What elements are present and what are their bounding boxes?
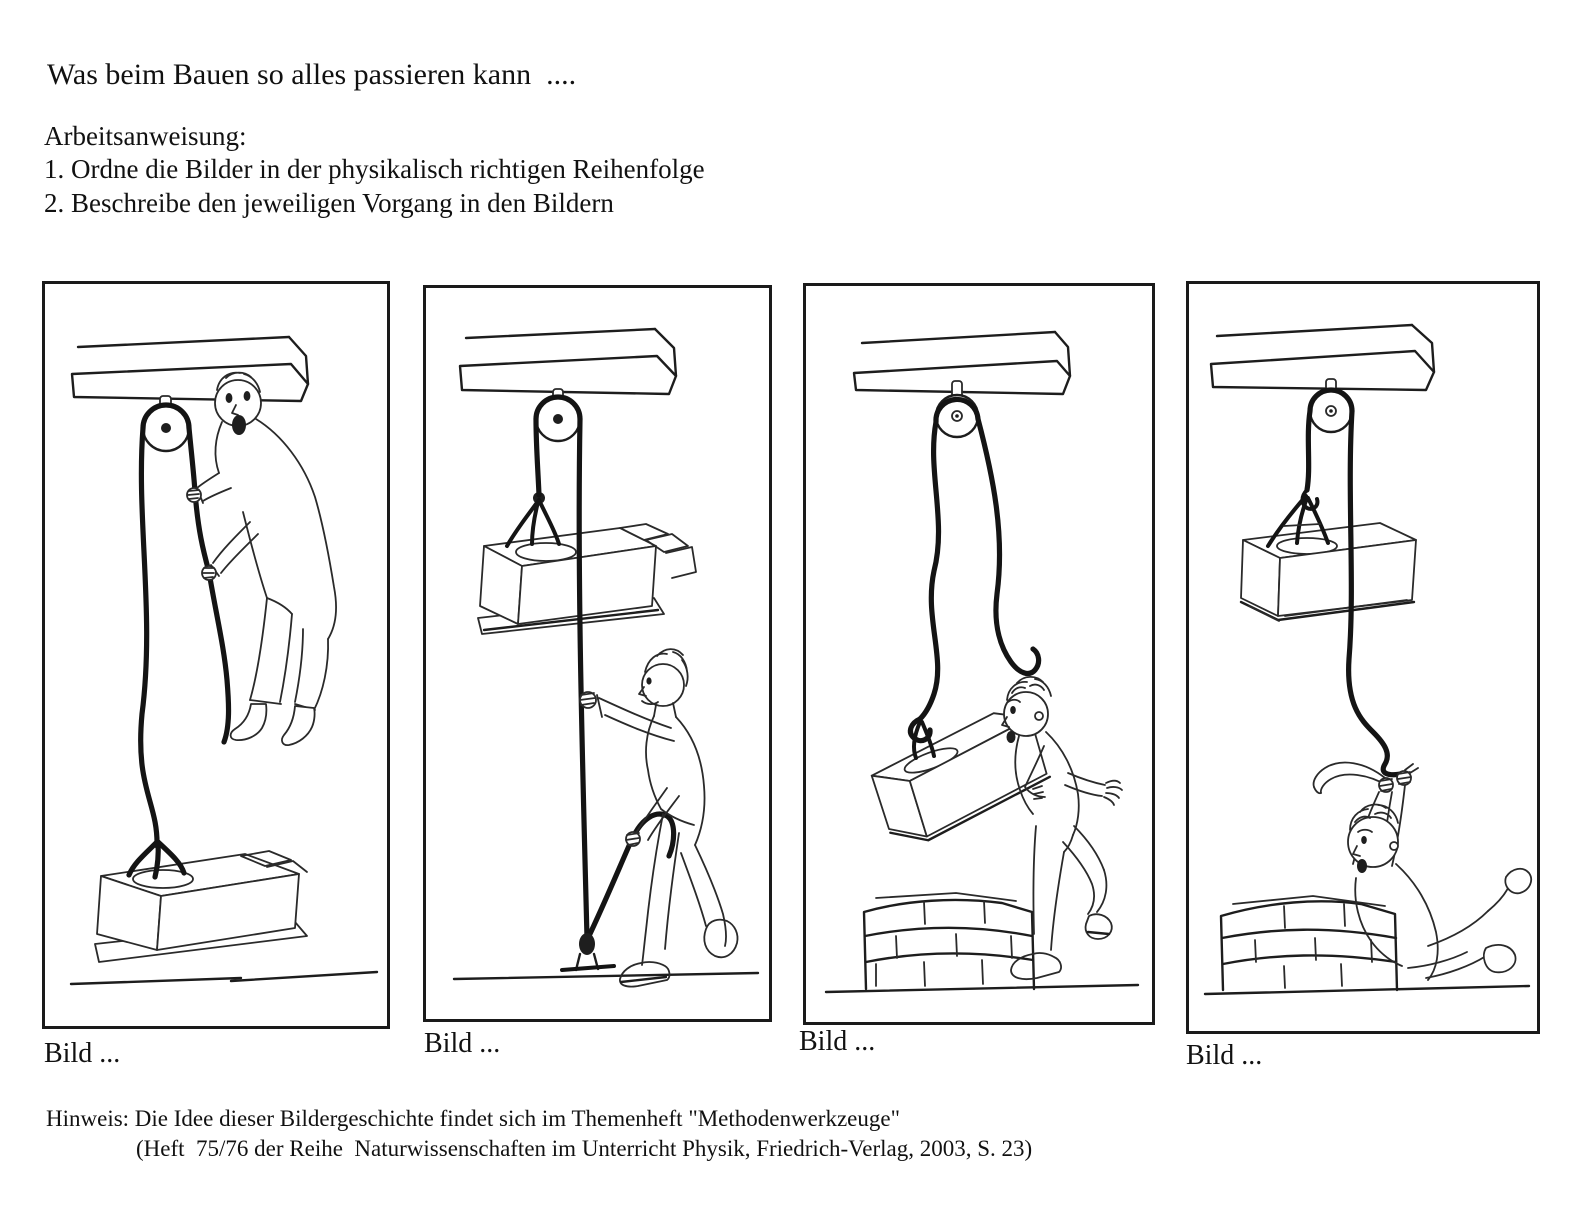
- ground-line: [826, 985, 1138, 992]
- panel-1-label: Bild ...: [44, 1038, 121, 1069]
- panel-4: [1186, 281, 1540, 1034]
- panel-1: [42, 281, 390, 1029]
- worker-figure: [580, 649, 738, 986]
- ground-line: [71, 972, 377, 984]
- support-beam: [460, 329, 676, 394]
- instructions-heading: Arbeitsanweisung:: [44, 121, 247, 151]
- support-beam: [72, 337, 308, 401]
- ground-line: [1205, 986, 1529, 994]
- ground-anchor: [562, 933, 614, 970]
- panel-4-drawing: [1189, 284, 1537, 1031]
- rope: [141, 405, 229, 846]
- instruction-item-1: 1. Ordne die Bilder in der physikalisch richtigen Reihenfolge: [44, 154, 705, 184]
- load-block: [95, 851, 307, 962]
- load-block: [1241, 523, 1416, 621]
- panel-4-label: Bild ...: [1186, 1040, 1263, 1071]
- panel-3-label: Bild ...: [799, 1026, 876, 1057]
- footnote-line-1: Hinweis: Die Idee dieser Bildergeschichte findet sich im Themenheft "Methodenwerkzeuge": [46, 1106, 900, 1131]
- panel-2: [423, 285, 772, 1022]
- pulley: [1310, 379, 1352, 432]
- worker-figure: [187, 373, 336, 745]
- footnote-line-2: (Heft 75/76 der Reihe Naturwissenschaften im Unterricht Physik, Friedrich-Verlag, 2003, S. 23): [136, 1136, 1033, 1161]
- instruction-item-2: 2. Beschreibe den jeweiligen Vorgang in den Bildern: [44, 188, 614, 218]
- support-beam: [1211, 325, 1434, 390]
- brick-wall: [864, 893, 1034, 989]
- worker-figure: [1348, 764, 1531, 980]
- panel-3: [803, 283, 1155, 1025]
- ground-line: [454, 973, 758, 979]
- worker-hands: [580, 692, 640, 846]
- panel-2-label: Bild ...: [424, 1028, 501, 1059]
- panel-2-drawing: [426, 288, 769, 1019]
- rope-slipping-end: [1314, 763, 1388, 794]
- panel-1-drawing: [45, 284, 387, 1026]
- brick-wall: [1221, 896, 1397, 990]
- rope: [920, 399, 1039, 719]
- page-title: Was beim Bauen so alles passieren kann ....: [47, 58, 577, 91]
- panel-3-drawing: [806, 286, 1152, 1022]
